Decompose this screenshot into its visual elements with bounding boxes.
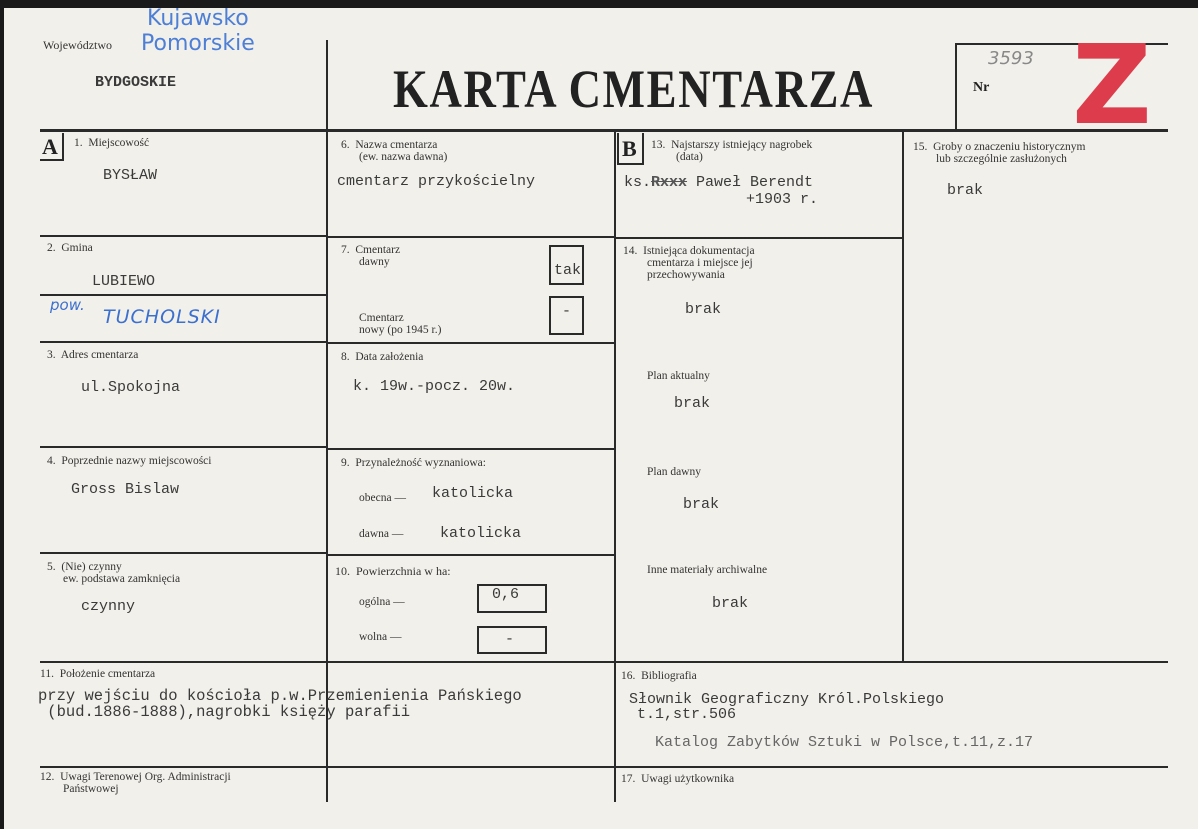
field-label: 16. Bibliografia <box>621 670 697 682</box>
field-label: dawna — <box>359 528 404 540</box>
bibliografia-line-3: Katalog Zabytków Sztuki w Polsce,t.11,z.17 <box>655 734 1034 751</box>
divider <box>614 130 616 802</box>
nr-label: Nr <box>973 80 990 95</box>
field-label: 10. Powierzchnia w ha: <box>335 564 451 578</box>
page-title: KARTA CMENTARZA <box>393 59 875 119</box>
field-label: Plan dawny <box>647 466 701 478</box>
divider <box>955 44 957 130</box>
inne-value: brak <box>712 595 749 612</box>
field-label: 1. Miejscowość <box>74 137 150 149</box>
field-label: (data) <box>676 151 703 163</box>
wojewodztwo-value: BYDGOSKIE <box>95 74 177 91</box>
nowy-value: - <box>562 303 572 320</box>
divider <box>40 661 1168 663</box>
polozenie-line-1: przy wejściu do kościoła p.w.Przemienienia Pańskiego <box>38 687 522 705</box>
dawny-value: tak <box>554 262 582 279</box>
field-label: ogólna — <box>359 596 405 608</box>
field-label: ew. podstawa zamknięcia <box>63 573 181 585</box>
field-label: 15. Groby o znaczeniu historycznym <box>913 141 1086 153</box>
field-label: wolna — <box>359 631 402 643</box>
section-a-letter: A <box>42 134 58 159</box>
powiat-value: TUCHOLSKI <box>103 306 221 328</box>
divider <box>327 236 615 238</box>
field-label: 6. Nazwa cmentarza <box>341 139 438 151</box>
divider <box>40 766 1168 768</box>
field-label: 5. (Nie) czynny <box>47 561 122 573</box>
field-label: 3. Adres cmentarza <box>47 349 139 361</box>
section-b-letter: B <box>622 136 637 161</box>
field-label: 7. Cmentarz <box>341 244 401 256</box>
field-label: Plan aktualny <box>647 370 710 382</box>
poprzednie-nazwy-value: Gross Bislaw <box>71 481 180 498</box>
bibliografia-line-2: t.1,str.506 <box>637 706 737 723</box>
dawna-value: katolicka <box>440 525 522 542</box>
divider <box>615 237 903 239</box>
nagrobek-line-1 <box>624 175 813 190</box>
field-label: 11. Położenie cmentarza <box>40 668 156 680</box>
bibliografia-line-1: Słownik Geograficzny Król.Polskiego <box>629 691 945 708</box>
field-label: obecna — <box>359 492 406 504</box>
groby-value: brak <box>947 182 984 199</box>
field-label: 4. Poprzednie nazwy miejscowości <box>47 455 212 467</box>
red-z-mark: Z <box>1072 21 1152 149</box>
field-label: 9. Przynależność wyznaniowa: <box>341 457 486 469</box>
field-label: 14. Istniejąca dokumentacja <box>623 245 755 257</box>
gmina-value: LUBIEWO <box>92 273 156 290</box>
powiat-label: pow. <box>50 296 85 314</box>
divider <box>327 554 615 556</box>
divider <box>40 129 1168 132</box>
struck-out-text: Rxxx <box>651 174 688 191</box>
nr-value: 3593 <box>988 48 1034 69</box>
wojewodztwo-label: Województwo <box>43 38 113 52</box>
czynny-value: czynny <box>81 598 136 615</box>
obecna-value: katolicka <box>432 485 514 502</box>
divider <box>40 341 326 343</box>
nagrobek-name: Paweł Berendt <box>687 174 814 191</box>
field-label: 13. Najstarszy istniejący nagrobek <box>651 139 813 151</box>
field-label: 12. Uwagi Terenowej Org. Administracji <box>40 771 231 783</box>
divider <box>40 552 326 554</box>
data-zalozenia-value: k. 19w.-pocz. 20w. <box>353 378 516 395</box>
field-label: 17. Uwagi użytkownika <box>621 773 735 785</box>
ogolna-value: 0,6 <box>492 586 520 603</box>
field-label: dawny <box>359 256 390 268</box>
miejscowosc-value: BYSŁAW <box>103 167 158 184</box>
field-label: Cmentarz <box>359 312 404 324</box>
divider <box>40 235 326 237</box>
field-label: przechowywania <box>647 269 725 281</box>
field-label: Inne materiały archiwalne <box>647 564 768 576</box>
plan-aktualny-value: brak <box>674 395 711 412</box>
divider <box>327 342 615 344</box>
field-label: nowy (po 1945 r.) <box>359 324 442 336</box>
field-label: (ew. nazwa dawna) <box>359 151 448 163</box>
nagrobek-prefix: ks. <box>624 174 652 191</box>
adres-value: ul.Spokojna <box>81 379 181 396</box>
stamp-line-2: Pomorskie <box>141 31 255 56</box>
nagrobek-line-2: +1903 r. <box>746 191 819 208</box>
dokumentacja-value: brak <box>685 301 722 318</box>
field-label: cmentarza i miejsce jej <box>647 257 753 269</box>
polozenie-line-2: (bud.1886-1888),nagrobki księży parafii <box>38 703 411 721</box>
divider <box>902 130 904 662</box>
field-label: lub szczególnie zasłużonych <box>936 153 1067 165</box>
stamp-line-1: Kujawsko <box>147 6 249 31</box>
divider <box>40 446 326 448</box>
wolna-value: - <box>505 631 515 648</box>
field-label: Państwowej <box>63 783 119 795</box>
field-label: 8. Data założenia <box>341 351 424 363</box>
field-label: 2. Gmina <box>47 242 93 254</box>
plan-dawny-value: brak <box>683 496 720 513</box>
divider <box>327 448 615 450</box>
nazwa-cmentarza-value: cmentarz przykościelny <box>337 173 536 190</box>
